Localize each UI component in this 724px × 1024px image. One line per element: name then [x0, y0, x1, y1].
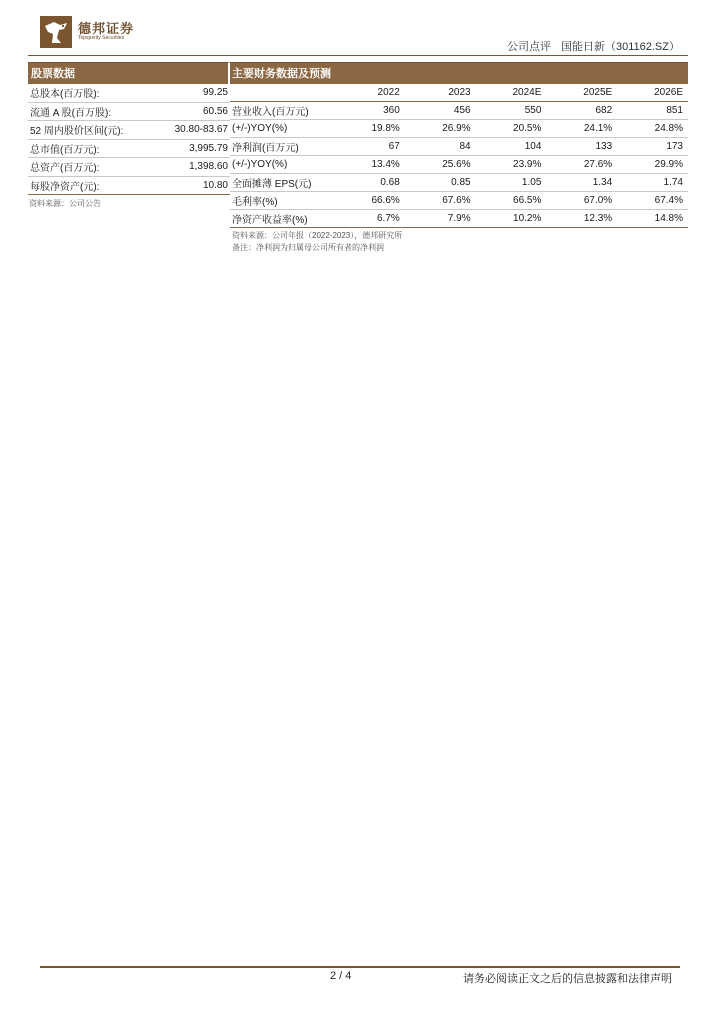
- financials-row-label: 净利润(百万元): [230, 138, 334, 156]
- financials-year: 2025E: [546, 84, 617, 102]
- financials-row-label: 营业收入(百万元): [230, 102, 334, 120]
- financials-value: 1.74: [617, 174, 688, 192]
- logo-mark-icon: [40, 16, 72, 48]
- report-type: 公司点评: [506, 41, 551, 53]
- financials-row-label: 毛利率(%): [230, 192, 334, 210]
- financials-year: 2022: [334, 84, 405, 102]
- financials-panel: [230, 62, 688, 254]
- financials-note: 备注：净利润为归属母公司所有者的净利润: [232, 243, 384, 252]
- financials-row-label: 全面摊薄 EPS(元): [230, 174, 334, 192]
- financials-value: 84: [405, 138, 476, 156]
- financials-row: [230, 102, 688, 120]
- financials-row: [230, 138, 688, 156]
- stock-data-row: [28, 102, 230, 121]
- financials-row: [230, 210, 688, 228]
- financials-value: 360: [334, 102, 405, 120]
- footer-rule: [40, 966, 680, 968]
- stock-data-row: [28, 121, 230, 140]
- financials-value: 66.6%: [334, 192, 405, 210]
- financials-row-label: 净资产收益率(%): [230, 210, 334, 228]
- stock-data-label: 总资产(百万元):: [28, 158, 148, 177]
- stock-data-row: [28, 176, 230, 195]
- stock-data-value: 99.25: [148, 84, 230, 102]
- financials-value: 26.9%: [405, 120, 476, 138]
- financials-corner-cell: [230, 84, 334, 102]
- stock-data-source: 资料来源：公司公告: [29, 199, 101, 208]
- financials-value: 851: [617, 102, 688, 120]
- financials-row: [230, 120, 688, 138]
- financials-value: 27.6%: [546, 156, 617, 174]
- stock-data-value: 3,995.79: [148, 139, 230, 158]
- financials-value: 20.5%: [476, 120, 547, 138]
- stock-data-panel: [28, 62, 230, 209]
- financials-row-label: (+/-)YOY(%): [230, 120, 334, 138]
- financials-year: 2026E: [617, 84, 688, 102]
- stock-data-value: 10.80: [148, 176, 230, 195]
- stock-data-label: 每股净资产(元):: [28, 176, 148, 195]
- financials-value: 133: [546, 138, 617, 156]
- financials-value: 67.6%: [405, 192, 476, 210]
- logo-name-en: Topsperity Securities: [78, 35, 125, 41]
- stock-data-value: 60.56: [148, 102, 230, 121]
- stock-data-row: [28, 139, 230, 158]
- stock-data-row: [28, 158, 230, 177]
- financials-value: 0.68: [334, 174, 405, 192]
- financials-value: 0.85: [405, 174, 476, 192]
- financials-value: 14.8%: [617, 210, 688, 228]
- financials-row: [230, 174, 688, 192]
- financials-row: [230, 192, 688, 210]
- financials-title: 主要财务数据及预测: [230, 62, 688, 84]
- financials-value: 12.3%: [546, 210, 617, 228]
- financials-value: 66.5%: [476, 192, 547, 210]
- financials-value: 67: [334, 138, 405, 156]
- financials-value: 24.8%: [617, 120, 688, 138]
- financials-value: 173: [617, 138, 688, 156]
- financials-value: 25.6%: [405, 156, 476, 174]
- financials-value: 682: [546, 102, 617, 120]
- financials-year-row: [230, 84, 688, 102]
- financials-value: 29.9%: [617, 156, 688, 174]
- financials-row-label: (+/-)YOY(%): [230, 156, 334, 174]
- financials-value: 6.7%: [334, 210, 405, 228]
- financials-value: 23.9%: [476, 156, 547, 174]
- financials-value: 10.2%: [476, 210, 547, 228]
- financials-value: 24.1%: [546, 120, 617, 138]
- financials-value: 1.34: [546, 174, 617, 192]
- stock-data-title: 股票数据: [28, 62, 230, 84]
- financials-value: 67.0%: [546, 192, 617, 210]
- stock-name: 国能日新（301162.SZ）: [560, 41, 680, 53]
- financials-table: [230, 84, 688, 228]
- financials-value: 456: [405, 102, 476, 120]
- stock-data-value: 30.80-83.67: [148, 121, 230, 140]
- financials-source: 资料来源：公司年报（2022-2023），德邦研究所: [232, 231, 403, 240]
- report-header: [507, 38, 680, 54]
- financials-row: [230, 156, 688, 174]
- stock-data-row: [28, 84, 230, 102]
- financials-value: 7.9%: [405, 210, 476, 228]
- financials-year: 2023: [405, 84, 476, 102]
- stock-data-label: 流通 A 股(百万股):: [28, 102, 148, 121]
- financials-value: 67.4%: [617, 192, 688, 210]
- financials-year: 2024E: [476, 84, 547, 102]
- header-rule: [28, 55, 688, 56]
- stock-data-label: 52 周内股价区间(元):: [28, 121, 148, 140]
- logo-name: 德邦证券: [78, 21, 135, 36]
- stock-data-label: 总市值(百万元):: [28, 139, 148, 158]
- page-number: 2 / 4: [330, 970, 352, 982]
- financials-value: 13.4%: [334, 156, 405, 174]
- financials-value: 104: [476, 138, 547, 156]
- financials-value: 550: [476, 102, 547, 120]
- stock-data-value: 1,398.60: [148, 158, 230, 177]
- stock-data-table: [28, 84, 230, 195]
- stock-data-label: 总股本(百万股):: [28, 84, 148, 102]
- financials-value: 19.8%: [334, 120, 405, 138]
- financials-value: 1.05: [476, 174, 547, 192]
- footer-disclaimer: 请务必阅读正文之后的信息披露和法律声明: [463, 973, 672, 985]
- company-logo: [40, 16, 150, 48]
